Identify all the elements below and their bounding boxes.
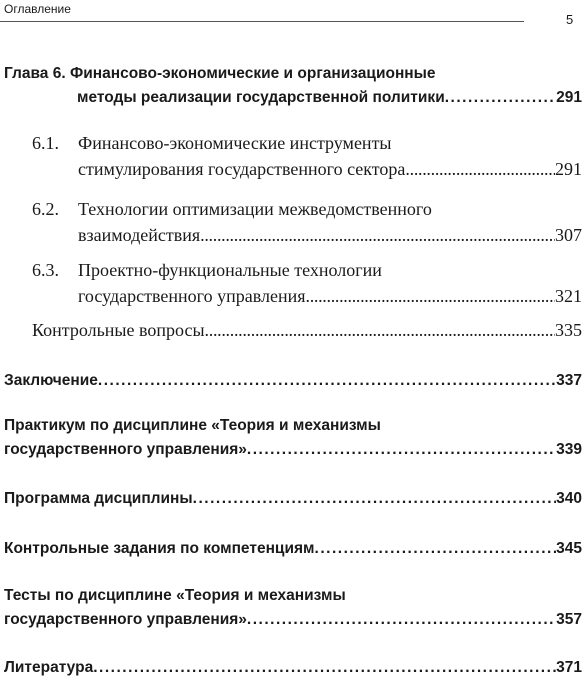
toc-entry-section-6-3[interactable] xyxy=(32,257,582,309)
dot-leader xyxy=(247,608,556,632)
entry-title: Программа дисциплины xyxy=(4,490,193,507)
page-ref: 357 xyxy=(556,611,582,628)
section-number: 6.1. xyxy=(32,133,59,153)
dot-leader xyxy=(405,156,555,182)
entry-title-line-1: Практикум по дисциплине «Теория и механизмы xyxy=(4,417,381,434)
entry-title-line-2: государственного управления» xyxy=(4,441,247,458)
page-ref: 307 xyxy=(555,225,582,245)
entry-title: Заключение xyxy=(4,372,98,389)
page-ref: 335 xyxy=(555,320,582,340)
toc-entry-section-6-2[interactable] xyxy=(32,196,582,248)
section-title-line-1: Технологии оптимизации межведомственного xyxy=(78,199,432,219)
toc-entry-control-tasks[interactable] xyxy=(4,537,582,561)
toc-entry-literature[interactable] xyxy=(4,656,582,680)
section-title-line-2: взаимодействия xyxy=(78,225,201,245)
page-ref: 340 xyxy=(556,490,582,507)
page-ref: 371 xyxy=(556,659,582,676)
header-rule xyxy=(0,21,524,22)
dot-leader xyxy=(200,222,555,248)
page-ref: 337 xyxy=(556,372,582,389)
entry-title: Литература xyxy=(4,659,94,676)
running-head: Оглавление xyxy=(4,2,71,16)
page-number: 5 xyxy=(566,12,574,27)
entry-title-line-1: Тесты по дисциплине «Теория и механизмы xyxy=(4,587,346,604)
page-ref: 339 xyxy=(556,441,582,458)
dot-leader xyxy=(315,537,557,561)
page-ref: 345 xyxy=(556,540,582,557)
section-title-line-2: стимулирования государственного сектора xyxy=(78,159,406,179)
entry-title: Контрольные вопросы xyxy=(32,320,205,340)
dot-leader xyxy=(98,369,556,393)
chapter-title-line-1: Глава 6. Финансово-экономические и организационные xyxy=(4,65,436,82)
toc-entry-tests[interactable] xyxy=(4,584,582,632)
section-number: 6.2. xyxy=(32,199,59,219)
page-ref: 321 xyxy=(555,286,582,306)
page-ref: 291 xyxy=(555,159,582,179)
toc-entry-conclusion[interactable] xyxy=(4,369,582,393)
toc-entry-chapter-6[interactable] xyxy=(4,62,582,110)
toc-entry-section-6-1[interactable] xyxy=(32,130,582,182)
dot-leader xyxy=(193,487,556,511)
dot-leader xyxy=(247,438,556,462)
section-number: 6.3. xyxy=(32,260,59,280)
entry-title: Контрольные задания по компетенциям xyxy=(4,540,315,557)
section-title-line-1: Финансово-экономические инструменты xyxy=(78,133,392,153)
dot-leader xyxy=(205,317,555,343)
chapter-title-line-2: методы реализации государственной политики xyxy=(77,89,445,106)
entry-title-line-2: государственного управления» xyxy=(4,611,247,628)
dot-leader xyxy=(306,283,556,309)
toc-entry-practicum[interactable] xyxy=(4,414,582,462)
section-title-line-1: Проектно-функциональные технологии xyxy=(78,260,382,280)
page-ref: 291 xyxy=(556,89,582,106)
section-title-line-2: государственного управления xyxy=(78,286,306,306)
dot-leader xyxy=(445,86,556,110)
toc-entry-program[interactable] xyxy=(4,487,582,511)
toc-entry-control-questions[interactable] xyxy=(32,317,582,343)
dot-leader xyxy=(93,656,556,680)
